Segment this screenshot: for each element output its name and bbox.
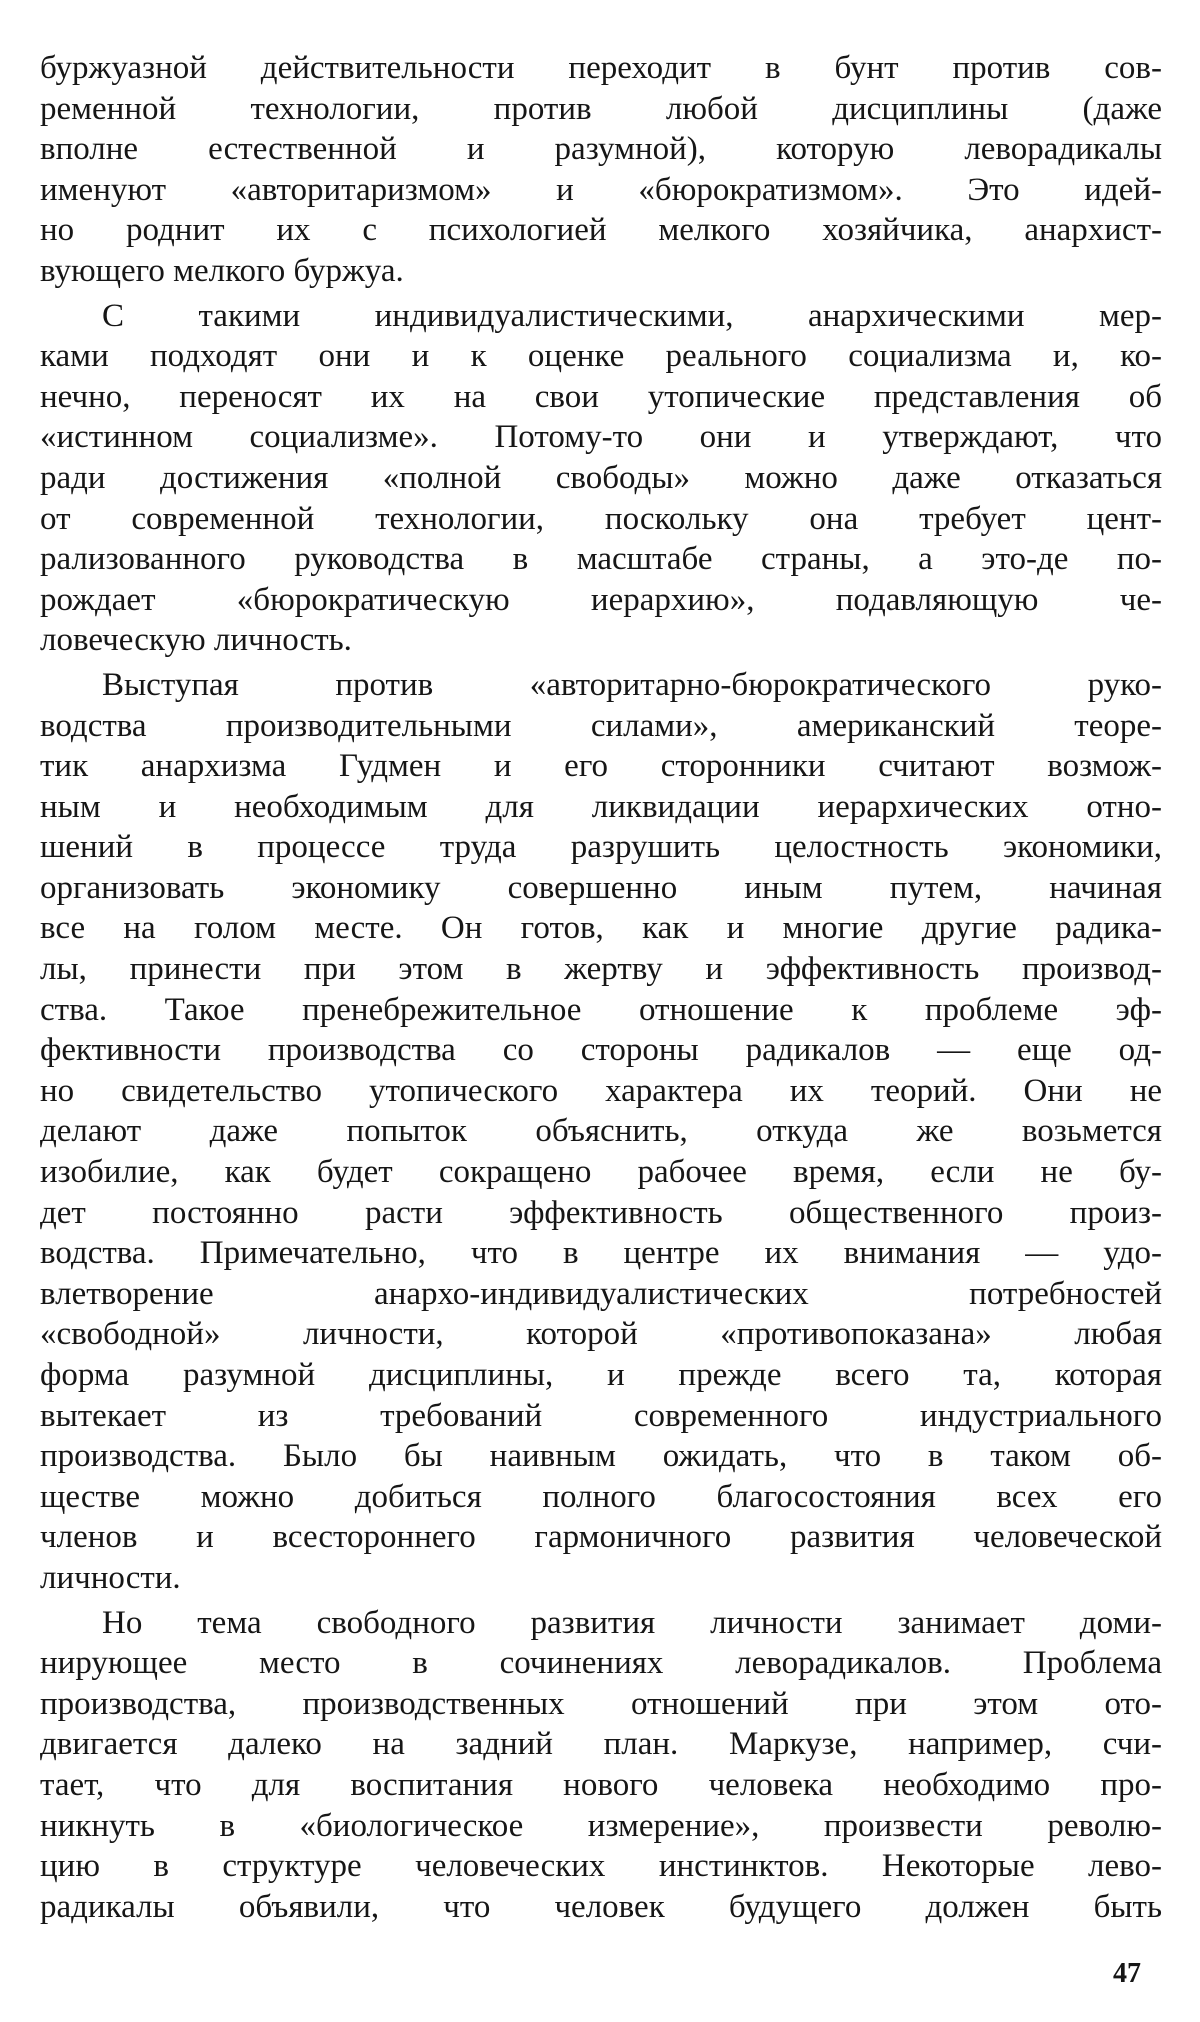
text-line: личности. (40, 1559, 181, 1596)
text-line: но роднит их с психологией мелкого хозяйчика, анархист- (40, 212, 1162, 249)
text-line: «истинном социализме». Потому-то они и утверждают, что (40, 419, 1162, 456)
text-line: радикалы объявили, что человек будущего должен быть (40, 1888, 1162, 1925)
text-line: С такими индивидуалистическими, анархическими мер- (102, 297, 1162, 334)
paragraph-4 (40, 1603, 1162, 1928)
text-line: никнуть в «биологическое измерение», произвести револю- (40, 1807, 1162, 1844)
text-line: производства. Было бы наивным ожидать, что в таком об- (40, 1438, 1162, 1475)
paragraph-3 (40, 665, 1162, 1599)
text-line: нечно, переносят их на свои утопические представления об (40, 378, 1162, 415)
page-number: 47 (1113, 1958, 1141, 1989)
text-line: нирующее место в сочинениях леворадикалов. Проблема (40, 1645, 1162, 1682)
text-line: членов и всестороннего гармоничного развития человеческой (40, 1519, 1162, 1556)
text-line: ществе можно добиться полного благосостояния всех его (40, 1478, 1162, 1515)
text-line: шений в процессе труда разрушить целостность экономики, (40, 829, 1162, 866)
page-body (40, 48, 1162, 1931)
text-line: влетворение анархо-индивидуалистических потребностей (40, 1275, 1162, 1312)
text-line: буржуазной действительности переходит в бунт против сов- (40, 50, 1162, 86)
text-line: рождает «бюрократическую иерархию», подавляющую че- (40, 581, 1162, 618)
text-line: фективности производства со стороны радикалов — еще од- (40, 1032, 1162, 1069)
text-line: цию в структуре человеческих инстинктов. Некоторые лево- (40, 1848, 1162, 1885)
text-line: форма разумной дисциплины, и прежде всего та, которая (40, 1357, 1162, 1393)
text-line: ным и необходимым для ликвидации иерархических отно- (40, 788, 1162, 825)
text-line: все на голом месте. Он готов, как и многие другие радика- (40, 910, 1162, 947)
text-line: тает, что для воспитания нового человека необходимо про- (40, 1766, 1162, 1803)
text-line: ловеческую личность. (40, 622, 352, 659)
text-line: водства производительными силами», американский теоре- (40, 707, 1162, 744)
text-line: вполне естественной и разумной), которую леворадикалы (40, 131, 1162, 168)
text-line: водства. Примечательно, что в центре их внимания — удо- (40, 1235, 1162, 1272)
text-line: изобилие, как будет сокращено рабочее время, если не бу- (40, 1154, 1162, 1191)
text-line: производства, производственных отношений при этом ото- (40, 1685, 1162, 1722)
paragraph-2 (40, 296, 1162, 661)
text-line: вытекает из требований современного индустриального (40, 1397, 1162, 1434)
text-line: ради достижения «полной свободы» можно даже отказаться (40, 459, 1162, 496)
text-line: ства. Такое пренебрежительное отношение к проблеме эф- (40, 991, 1162, 1028)
text-line: Выступая против «авторитарно-бюрократического руко- (102, 666, 1162, 703)
paragraph-1 (40, 48, 1162, 292)
text-line: организовать экономику совершенно иным путем, начиная (40, 869, 1162, 906)
text-line: именуют «авторитаризмом» и «бюрократизмом». Это идей- (40, 171, 1162, 208)
text-line: двигается далеко на задний план. Маркузе, например, счи- (40, 1726, 1162, 1763)
text-line: Но тема свободного развития личности занимает доми- (102, 1604, 1162, 1641)
text-line: вующего мелкого буржуа. (40, 252, 404, 289)
text-line: лы, принести при этом в жертву и эффективность производ- (40, 951, 1162, 988)
text-line: но свидетельство утопического характера их теорий. Они не (40, 1072, 1162, 1109)
text-line: «свободной» личности, которой «противопоказана» любая (40, 1316, 1162, 1353)
text-line: ременной технологии, против любой дисциплины (даже (40, 90, 1162, 127)
text-line: рализованного руководства в масштабе страны, а это-де по- (40, 541, 1162, 578)
text-line: делают даже попыток объяснить, откуда же возьмется (40, 1113, 1162, 1150)
text-line: ками подходят они и к оценке реального социализма и, ко- (40, 338, 1162, 375)
text-line: дет постоянно расти эффективность общественного произ- (40, 1194, 1162, 1231)
text-line: тик анархизма Гудмен и его сторонники считают возмож- (40, 748, 1162, 785)
text-line: от современной технологии, поскольку она требует цент- (40, 500, 1162, 537)
